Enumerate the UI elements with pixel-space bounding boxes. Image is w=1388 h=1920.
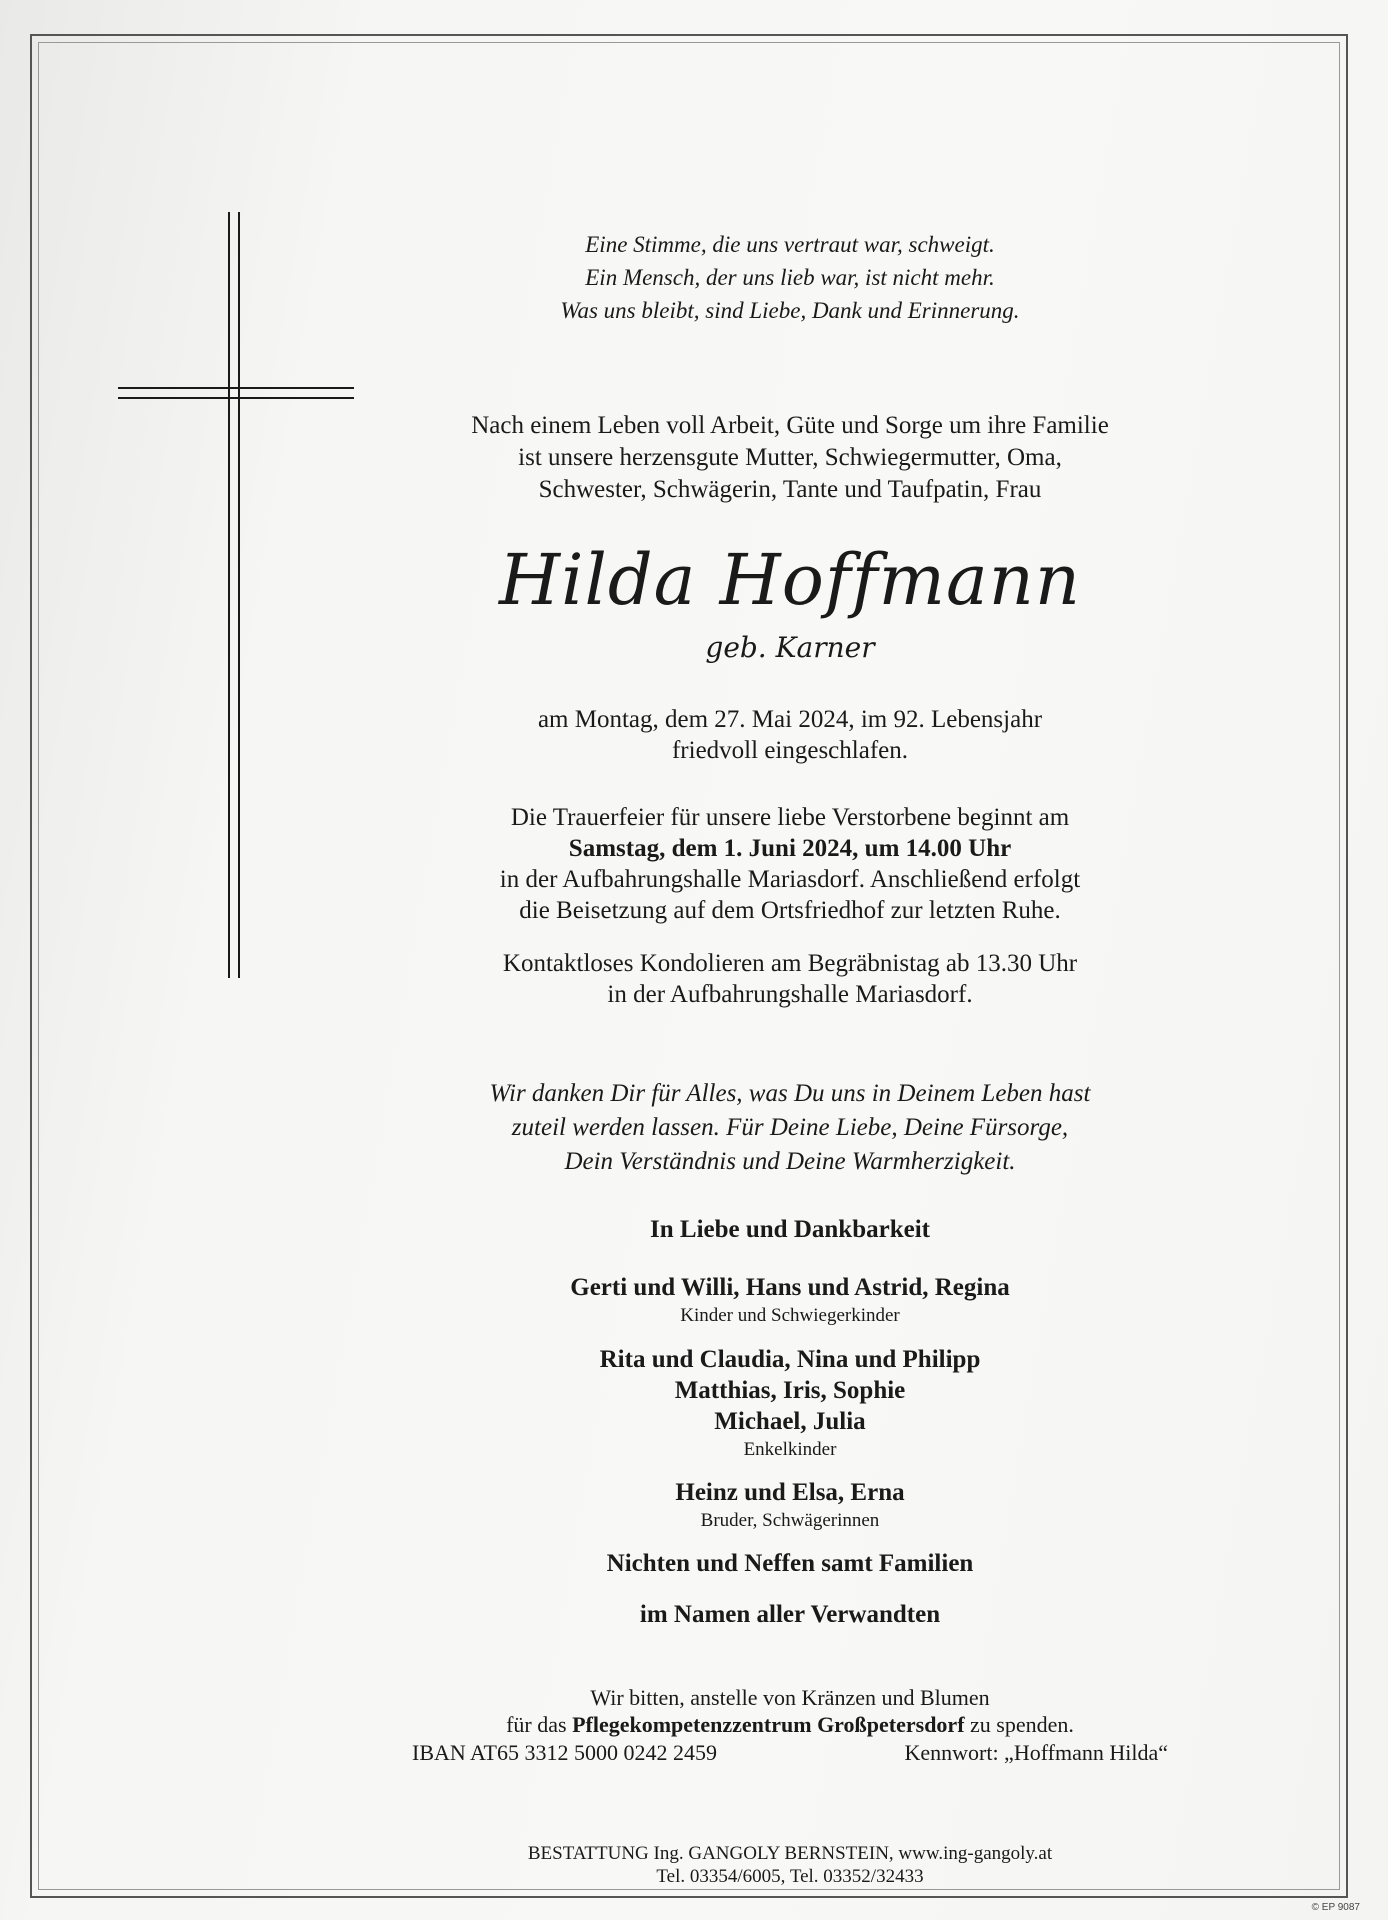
birth-name: geb. Karner xyxy=(705,631,875,664)
intro-line: Nach einem Leben voll Arbeit, Güte und Sorge um ihre Familie xyxy=(471,412,1109,439)
death-line: am Montag, dem 27. Mai 2024, im 92. Lebensjahr xyxy=(537,706,1043,733)
poem-line: Ein Mensch, der uns lieb war, ist nicht mehr. xyxy=(585,265,995,290)
mourner-group xyxy=(380,1272,1200,1329)
funeral-date: Samstag, dem 1. Juni 2024, um 14.00 Uhr xyxy=(568,835,1012,862)
death-notice xyxy=(380,704,1200,766)
funeral-info xyxy=(380,802,1200,926)
iban: IBAN AT65 3312 5000 0242 2459 xyxy=(412,1740,717,1765)
nieces-nephews: Nichten und Neffen samt Familien xyxy=(606,1550,974,1577)
mourner-names: Michael, Julia xyxy=(714,1408,866,1435)
mourner-names: Gerti und Willi, Hans und Astrid, Regina xyxy=(570,1274,1010,1301)
print-code: © EP 9087 xyxy=(1311,1902,1360,1913)
footer-line: Tel. 03354/6005, Tel. 03352/32433 xyxy=(656,1866,924,1887)
mourner-names: Heinz und Elsa, Erna xyxy=(675,1479,905,1506)
intro-line: ist unsere herzensgute Mutter, Schwiegermutter, Oma, xyxy=(518,444,1062,471)
signoff: In Liebe und Dankbarkeit xyxy=(650,1216,930,1243)
cross-icon xyxy=(118,212,358,978)
thanks-text xyxy=(380,1077,1200,1179)
mourner-role: Enkelkinder xyxy=(743,1439,837,1460)
thanks-line: Dein Verständnis und Deine Warmherzigkeit. xyxy=(564,1148,1016,1175)
deceased-name: Hilda Hoffmann xyxy=(499,539,1081,621)
funeral-home-footer xyxy=(380,1842,1200,1888)
mourner-names: Matthias, Iris, Sophie xyxy=(674,1377,906,1404)
mourner-role: Kinder und Schwiegerkinder xyxy=(680,1305,900,1326)
intro-line: Schwester, Schwägerin, Tante und Taufpatin, Frau xyxy=(538,476,1042,503)
funeral-line: die Beisetzung auf dem Ortsfriedhof zur letzten Ruhe. xyxy=(519,897,1061,924)
donation-request xyxy=(380,1684,1200,1738)
condolence-line: Kontaktloses Kondolieren am Begräbnistag ab 13.30 Uhr xyxy=(502,950,1078,977)
donation-line xyxy=(380,1711,1200,1738)
funeral-line: in der Aufbahrungshalle Mariasdorf. Anschließend erfolgt xyxy=(499,866,1081,893)
intro-text xyxy=(380,410,1200,506)
donation-prefix: für das xyxy=(506,1712,573,1737)
poem-line: Eine Stimme, die uns vertraut war, schweigt. xyxy=(585,232,995,257)
poem-line: Was uns bleibt, sind Liebe, Dank und Erinnerung. xyxy=(560,298,1020,323)
mourner-names: Rita und Claudia, Nina und Philipp xyxy=(599,1346,981,1373)
relatives: im Namen aller Verwandten xyxy=(639,1601,941,1628)
donation-org: Pflegekompetenzzentrum Großpetersdorf xyxy=(572,1712,965,1737)
donation-suffix: zu spenden. xyxy=(964,1712,1074,1737)
funeral-line: Die Trauerfeier für unsere liebe Verstorbene beginnt am xyxy=(510,804,1070,831)
bank-details xyxy=(412,1739,1168,1767)
poem xyxy=(380,228,1200,327)
mourner-group xyxy=(380,1477,1200,1534)
thanks-line: Wir danken Dir für Alles, was Du uns in Deinem Leben hast xyxy=(489,1080,1091,1107)
donation-line: Wir bitten, anstelle von Kränzen und Blumen xyxy=(590,1685,990,1710)
mourner-group xyxy=(380,1344,1200,1463)
condolence-info xyxy=(380,948,1200,1010)
footer-line: BESTATTUNG Ing. GANGOLY BERNSTEIN, www.ing-gangoly.at xyxy=(527,1843,1053,1864)
condolence-line: in der Aufbahrungshalle Mariasdorf. xyxy=(607,981,973,1008)
kennwort: Kennwort: „Hoffmann Hilda“ xyxy=(904,1740,1168,1765)
mourner-role: Bruder, Schwägerinnen xyxy=(700,1510,880,1531)
death-line: friedvoll eingeschlafen. xyxy=(671,737,908,764)
thanks-line: zuteil werden lassen. Für Deine Liebe, Deine Fürsorge, xyxy=(511,1114,1069,1141)
